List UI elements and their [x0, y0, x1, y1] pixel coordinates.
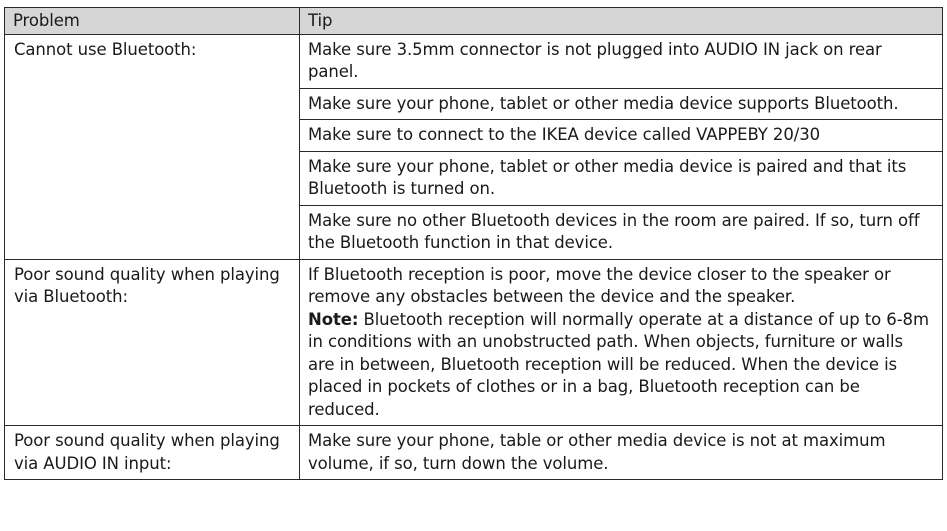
- troubleshooting-document: [4, 7, 942, 480]
- note-text: Bluetooth reception will normally operate at a distance of up to 6-8m in conditions with an unobstructed path. When objects, furniture or walls are in between, Bluetooth reception will be reduced. When the device is placed in pockets of clothes or in a bag, Bluetooth reception can be reduced.: [308, 309, 929, 419]
- table-row: [5, 34, 943, 88]
- table-header-row: [5, 8, 943, 35]
- problem-cell-sound-audio-in: Poor sound quality when playing via AUDIO IN input:: [5, 426, 300, 480]
- problem-cell-bluetooth: Cannot use Bluetooth:: [5, 34, 300, 259]
- tip-cell: Make sure your phone, tablet or other media device is paired and that its Bluetooth is turned on.: [300, 151, 943, 205]
- tip-cell: Make sure no other Bluetooth devices in the room are paired. If so, turn off the Bluetooth function in that device.: [300, 205, 943, 259]
- tip-cell: Make sure 3.5mm connector is not plugged into AUDIO IN jack on rear panel.: [300, 34, 943, 88]
- troubleshooting-table: [4, 7, 943, 480]
- problem-cell-sound-bluetooth: Poor sound quality when playing via Bluetooth:: [5, 259, 300, 426]
- table-row: [5, 426, 943, 480]
- tip-cell: Make sure to connect to the IKEA device called VAPPEBY 20/30: [300, 120, 943, 152]
- tip-cell: Make sure your phone, tablet or other media device supports Bluetooth.: [300, 88, 943, 120]
- problem-column-header: Problem: [5, 8, 300, 35]
- note-label: Note:: [308, 309, 359, 329]
- tip-column-header: Tip: [300, 8, 943, 35]
- table-row: [5, 259, 943, 426]
- tip-cell: [300, 259, 943, 426]
- tip-cell: Make sure your phone, table or other media device is not at maximum volume, if so, turn down the volume.: [300, 426, 943, 480]
- tip-text: If Bluetooth reception is poor, move the device closer to the speaker or remove any obstacles between the device and the speaker.: [308, 264, 891, 306]
